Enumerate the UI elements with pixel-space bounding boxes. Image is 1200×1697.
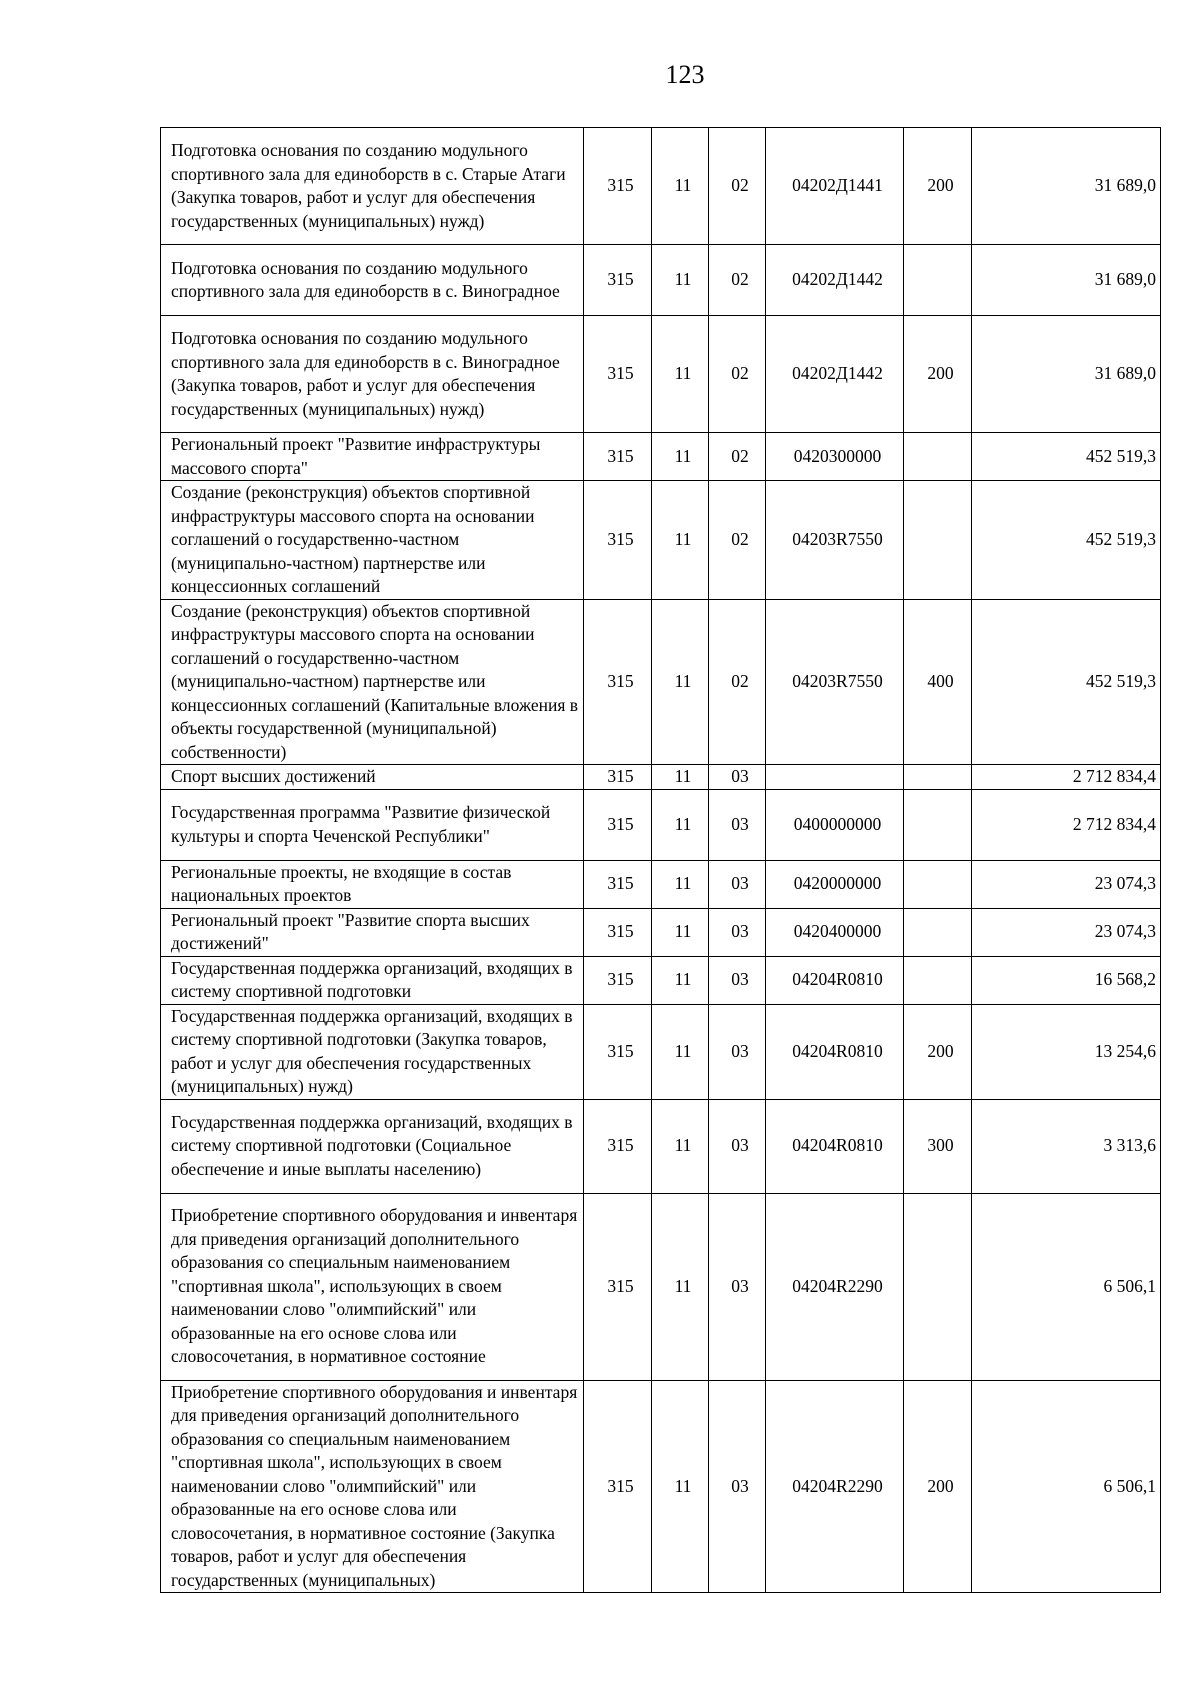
ved-code-cell: 315 bbox=[584, 1193, 652, 1380]
item-name-cell: Подготовка основания по созданию модульного спортивного зала для единоборств в с. Старые Атаги (Закупка товаров, работ и услуг для обеспечения государственных (муниципальных) нужд) bbox=[161, 128, 584, 245]
ved-code-cell: 315 bbox=[584, 599, 652, 765]
target-article-code-cell: 04204R2290 bbox=[766, 1380, 904, 1593]
amount-cell: 31 689,0 bbox=[972, 245, 1161, 316]
target-article-code-cell: 04204R2290 bbox=[766, 1193, 904, 1380]
amount-cell: 13 254,6 bbox=[972, 1004, 1161, 1099]
item-name-cell: Приобретение спортивного оборудования и инвентаря для приведения организаций дополнительного образования со специальным наименованием "спортивная школа", использующих в своем наименовании слово "олимпийский" или образованные на его основе слова или словосочетания, в нормативное состояние (Закупка товаров, работ и услуг для обеспечения государственных (муниципальных) bbox=[161, 1380, 584, 1593]
amount-cell: 31 689,0 bbox=[972, 128, 1161, 245]
target-article-code-cell bbox=[766, 765, 904, 790]
subsection-code-cell: 02 bbox=[709, 599, 766, 765]
section-code-cell: 11 bbox=[652, 1193, 709, 1380]
item-name-cell: Подготовка основания по созданию модульного спортивного зала для единоборств в с. Виноградное bbox=[161, 245, 584, 316]
subsection-code-cell: 03 bbox=[709, 860, 766, 908]
amount-cell: 16 568,2 bbox=[972, 956, 1161, 1004]
amount-cell: 452 519,3 bbox=[972, 599, 1161, 765]
target-article-code-cell: 04202Д1442 bbox=[766, 245, 904, 316]
amount-cell: 23 074,3 bbox=[972, 908, 1161, 956]
subsection-code-cell: 03 bbox=[709, 1099, 766, 1193]
expense-type-code-cell bbox=[904, 956, 972, 1004]
ved-code-cell: 315 bbox=[584, 433, 652, 481]
expense-type-code-cell bbox=[904, 481, 972, 600]
ved-code-cell: 315 bbox=[584, 956, 652, 1004]
subsection-code-cell: 03 bbox=[709, 956, 766, 1004]
subsection-code-cell: 02 bbox=[709, 481, 766, 600]
section-code-cell: 11 bbox=[652, 316, 709, 433]
ved-code-cell: 315 bbox=[584, 245, 652, 316]
amount-cell: 452 519,3 bbox=[972, 481, 1161, 600]
subsection-code-cell: 02 bbox=[709, 316, 766, 433]
item-name-cell: Подготовка основания по созданию модульного спортивного зала для единоборств в с. Виноградное (Закупка товаров, работ и услуг для обеспечения государственных (муниципальных) нужд) bbox=[161, 316, 584, 433]
item-name-cell: Государственная программа "Развитие физической культуры и спорта Чеченской Республики" bbox=[161, 789, 584, 860]
subsection-code-cell: 03 bbox=[709, 1193, 766, 1380]
amount-cell: 6 506,1 bbox=[972, 1380, 1161, 1593]
item-name-cell: Региональные проекты, не входящие в состав национальных проектов bbox=[161, 860, 584, 908]
target-article-code-cell: 04204R0810 bbox=[766, 1004, 904, 1099]
table-row bbox=[161, 765, 1161, 790]
expense-type-code-cell: 200 bbox=[904, 128, 972, 245]
subsection-code-cell: 03 bbox=[709, 765, 766, 790]
target-article-code-cell: 0420000000 bbox=[766, 860, 904, 908]
amount-cell: 452 519,3 bbox=[972, 433, 1161, 481]
page-number: 123 bbox=[665, 60, 705, 89]
subsection-code-cell: 02 bbox=[709, 128, 766, 245]
table-row bbox=[161, 860, 1161, 908]
section-code-cell: 11 bbox=[652, 908, 709, 956]
section-code-cell: 11 bbox=[652, 481, 709, 600]
expense-type-code-cell bbox=[904, 1193, 972, 1380]
table-row bbox=[161, 956, 1161, 1004]
section-code-cell: 11 bbox=[652, 1380, 709, 1593]
table-row bbox=[161, 316, 1161, 433]
amount-cell: 31 689,0 bbox=[972, 316, 1161, 433]
target-article-code-cell: 04202Д1442 bbox=[766, 316, 904, 433]
amount-cell: 6 506,1 bbox=[972, 1193, 1161, 1380]
ved-code-cell: 315 bbox=[584, 789, 652, 860]
subsection-code-cell: 03 bbox=[709, 789, 766, 860]
expense-type-code-cell bbox=[904, 433, 972, 481]
table-row bbox=[161, 789, 1161, 860]
section-code-cell: 11 bbox=[652, 1004, 709, 1099]
target-article-code-cell: 04203R7550 bbox=[766, 481, 904, 600]
item-name-cell: Приобретение спортивного оборудования и инвентаря для приведения организаций дополнительного образования со специальным наименованием "спортивная школа", использующих в своем наименовании слово "олимпийский" или образованные на его основе слова или словосочетания, в нормативное состояние bbox=[161, 1193, 584, 1380]
section-code-cell: 11 bbox=[652, 789, 709, 860]
section-code-cell: 11 bbox=[652, 245, 709, 316]
item-name-cell: Государственная поддержка организаций, входящих в систему спортивной подготовки (Социальное обеспечение и иные выплаты населению) bbox=[161, 1099, 584, 1193]
expense-type-code-cell bbox=[904, 245, 972, 316]
item-name-cell: Региональный проект "Развитие инфраструктуры массового спорта" bbox=[161, 433, 584, 481]
table-row bbox=[161, 1099, 1161, 1193]
subsection-code-cell: 03 bbox=[709, 1004, 766, 1099]
expense-type-code-cell bbox=[904, 908, 972, 956]
expense-type-code-cell: 200 bbox=[904, 316, 972, 433]
ved-code-cell: 315 bbox=[584, 128, 652, 245]
section-code-cell: 11 bbox=[652, 128, 709, 245]
expense-type-code-cell bbox=[904, 765, 972, 790]
ved-code-cell: 315 bbox=[584, 316, 652, 433]
budget-table bbox=[160, 127, 1161, 1593]
table-row bbox=[161, 1380, 1161, 1593]
table-row bbox=[161, 245, 1161, 316]
item-name-cell: Спорт высших достижений bbox=[161, 765, 584, 790]
expense-type-code-cell bbox=[904, 789, 972, 860]
ved-code-cell: 315 bbox=[584, 860, 652, 908]
table-row bbox=[161, 908, 1161, 956]
section-code-cell: 11 bbox=[652, 1099, 709, 1193]
expense-type-code-cell: 400 bbox=[904, 599, 972, 765]
expense-type-code-cell: 200 bbox=[904, 1004, 972, 1099]
expense-type-code-cell bbox=[904, 860, 972, 908]
amount-cell: 2 712 834,4 bbox=[972, 765, 1161, 790]
section-code-cell: 11 bbox=[652, 433, 709, 481]
table-row bbox=[161, 128, 1161, 245]
section-code-cell: 11 bbox=[652, 860, 709, 908]
amount-cell: 23 074,3 bbox=[972, 860, 1161, 908]
target-article-code-cell: 0420300000 bbox=[766, 433, 904, 481]
ved-code-cell: 315 bbox=[584, 1380, 652, 1593]
table-row bbox=[161, 433, 1161, 481]
expense-type-code-cell: 300 bbox=[904, 1099, 972, 1193]
section-code-cell: 11 bbox=[652, 765, 709, 790]
table-row bbox=[161, 1193, 1161, 1380]
ved-code-cell: 315 bbox=[584, 1099, 652, 1193]
target-article-code-cell: 04203R7550 bbox=[766, 599, 904, 765]
subsection-code-cell: 02 bbox=[709, 245, 766, 316]
section-code-cell: 11 bbox=[652, 599, 709, 765]
amount-cell: 3 313,6 bbox=[972, 1099, 1161, 1193]
item-name-cell: Государственная поддержка организаций, входящих в систему спортивной подготовки (Закупка товаров, работ и услуг для обеспечения государственных (муниципальных) нужд) bbox=[161, 1004, 584, 1099]
subsection-code-cell: 03 bbox=[709, 908, 766, 956]
target-article-code-cell: 0400000000 bbox=[766, 789, 904, 860]
target-article-code-cell: 04202Д1441 bbox=[766, 128, 904, 245]
ved-code-cell: 315 bbox=[584, 481, 652, 600]
target-article-code-cell: 0420400000 bbox=[766, 908, 904, 956]
target-article-code-cell: 04204R0810 bbox=[766, 956, 904, 1004]
amount-cell: 2 712 834,4 bbox=[972, 789, 1161, 860]
table-row bbox=[161, 1004, 1161, 1099]
table-row bbox=[161, 481, 1161, 600]
ved-code-cell: 315 bbox=[584, 1004, 652, 1099]
expense-type-code-cell: 200 bbox=[904, 1380, 972, 1593]
table-body bbox=[161, 128, 1161, 1593]
subsection-code-cell: 03 bbox=[709, 1380, 766, 1593]
item-name-cell: Создание (реконструкция) объектов спортивной инфраструктуры массового спорта на основании соглашений о государственно-частном (муниципально-частном) партнерстве или концессионных соглашений (Капитальные вложения в объекты государственной (муниципальной) собственности) bbox=[161, 599, 584, 765]
table-row bbox=[161, 599, 1161, 765]
ved-code-cell: 315 bbox=[584, 908, 652, 956]
item-name-cell: Региональный проект "Развитие спорта высших достижений" bbox=[161, 908, 584, 956]
subsection-code-cell: 02 bbox=[709, 433, 766, 481]
ved-code-cell: 315 bbox=[584, 765, 652, 790]
section-code-cell: 11 bbox=[652, 956, 709, 1004]
item-name-cell: Государственная поддержка организаций, входящих в систему спортивной подготовки bbox=[161, 956, 584, 1004]
target-article-code-cell: 04204R0810 bbox=[766, 1099, 904, 1193]
item-name-cell: Создание (реконструкция) объектов спортивной инфраструктуры массового спорта на основании соглашений о государственно-частном (муниципально-частном) партнерстве или концессионных соглашений bbox=[161, 481, 584, 600]
